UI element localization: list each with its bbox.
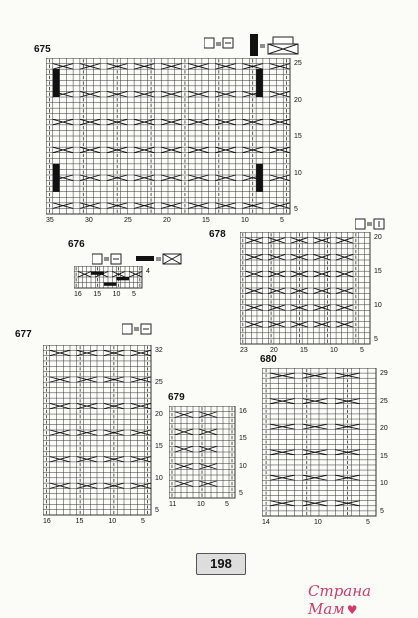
column-label: 10 [330, 347, 338, 354]
site-watermark [308, 582, 418, 618]
column-label: 10 [112, 291, 121, 298]
column-label: 15 [300, 347, 308, 354]
row-label: 25 [380, 397, 388, 405]
column-label: 20 [163, 217, 171, 224]
row-label: 10 [374, 302, 382, 309]
chart-677-legend [122, 323, 154, 335]
row-label: 5 [374, 336, 378, 343]
column-label: 10 [241, 217, 249, 224]
chart-679-title: 679 [168, 392, 185, 403]
chart-675-svg [46, 58, 291, 215]
column-label: 10 [197, 501, 205, 508]
column-label: 5 [360, 347, 364, 354]
row-label: 10 [239, 462, 247, 470]
heart-icon: ♥ [346, 603, 358, 617]
chart-678-title: 678 [209, 229, 226, 240]
column-label: 35 [46, 217, 54, 224]
column-label: 20 [270, 347, 278, 354]
column-label: 10 [314, 519, 322, 526]
chart-679-svg [169, 406, 236, 499]
row-label: 15 [294, 133, 302, 140]
row-label: 25 [155, 379, 163, 386]
chart-676-title: 676 [68, 239, 85, 250]
chart-677-svg [43, 345, 152, 516]
chart-678-legend [355, 218, 387, 230]
row-label: 10 [155, 475, 163, 482]
row-label: 20 [380, 425, 388, 433]
column-label: 15 [202, 217, 210, 224]
row-label: 32 [155, 347, 163, 354]
stitch-key-icon [122, 323, 154, 335]
column-label: 14 [262, 519, 270, 526]
column-label: 16 [43, 518, 51, 525]
stitch-key-icon [355, 218, 387, 230]
chart-675-legend [204, 34, 304, 56]
row-label: 20 [374, 234, 382, 241]
column-label: 5 [366, 519, 370, 526]
row-label: 15 [155, 443, 163, 450]
row-label: 5 [380, 508, 384, 515]
row-label: 20 [294, 96, 302, 104]
chart-680-svg [262, 368, 377, 517]
chart-675-title: 675 [34, 44, 51, 55]
column-label: 10 [108, 518, 117, 525]
chart-678-svg [240, 232, 371, 345]
column-label: 5 [280, 217, 284, 224]
column-label: 5 [225, 501, 229, 508]
column-label: 23 [240, 347, 248, 354]
column-label: 11 [169, 501, 177, 508]
column-label: 30 [85, 217, 93, 224]
chart-676-svg [74, 266, 143, 289]
row-label: 10 [380, 480, 388, 488]
row-label: 29 [380, 370, 388, 377]
watermark-text: Страна Мам [308, 582, 372, 618]
page-number: 198 [196, 553, 246, 575]
column-label: 5 [132, 291, 136, 298]
row-label: 15 [380, 452, 388, 460]
stitch-key-icon [92, 253, 184, 265]
stitch-key-icon [204, 34, 304, 56]
column-label: 15 [93, 291, 102, 298]
row-label: 5 [155, 507, 159, 514]
chart-680-title: 680 [260, 354, 277, 365]
chart-676-legend [92, 253, 184, 265]
column-label: 15 [75, 518, 84, 525]
column-label: 5 [141, 518, 145, 525]
row-label: 25 [294, 60, 302, 67]
chart-677-title: 677 [15, 329, 32, 340]
column-label: 25 [124, 217, 132, 224]
row-label: 15 [374, 268, 382, 275]
row-label: 20 [155, 411, 163, 418]
row-label: 5 [294, 206, 298, 213]
row-label: 4 [146, 268, 150, 275]
row-label: 5 [239, 490, 243, 497]
column-label: 16 [74, 291, 82, 298]
row-label: 16 [239, 408, 247, 415]
row-label: 15 [239, 435, 247, 443]
row-label: 10 [294, 169, 302, 177]
